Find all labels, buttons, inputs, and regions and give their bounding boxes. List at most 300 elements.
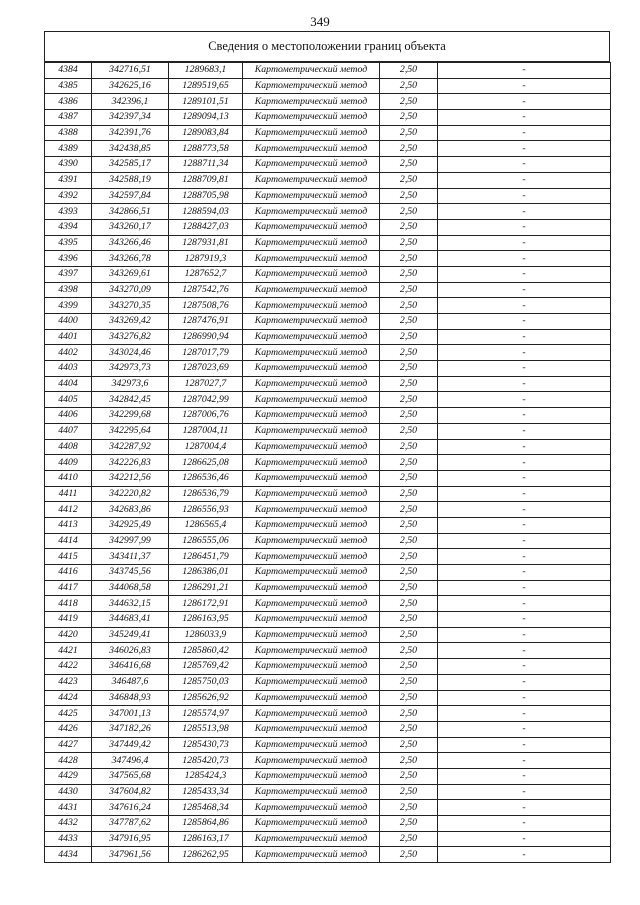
point-number-cell: 4430 — [45, 784, 92, 800]
accuracy-cell: 2,50 — [380, 800, 438, 816]
table-row — [45, 800, 611, 816]
method-cell: Картометрический метод — [243, 204, 380, 220]
x-coordinate-cell: 342391,76 — [92, 125, 169, 141]
accuracy-cell: 2,50 — [380, 784, 438, 800]
accuracy-cell: 2,50 — [380, 376, 438, 392]
y-coordinate-cell: 1288773,58 — [169, 141, 243, 157]
y-coordinate-cell: 1285513,98 — [169, 721, 243, 737]
method-cell: Картометрический метод — [243, 486, 380, 502]
accuracy-cell: 2,50 — [380, 517, 438, 533]
method-cell: Картометрический метод — [243, 674, 380, 690]
description-cell: - — [438, 831, 611, 847]
table-row — [45, 282, 611, 298]
table-row — [45, 157, 611, 173]
accuracy-cell: 2,50 — [380, 110, 438, 126]
table-row — [45, 455, 611, 471]
accuracy-cell: 2,50 — [380, 314, 438, 330]
method-cell: Картометрический метод — [243, 392, 380, 408]
point-number-cell: 4392 — [45, 188, 92, 204]
x-coordinate-cell: 342295,64 — [92, 423, 169, 439]
table-row — [45, 266, 611, 282]
x-coordinate-cell: 347961,56 — [92, 847, 169, 863]
x-coordinate-cell: 347496,4 — [92, 753, 169, 769]
point-number-cell: 4425 — [45, 706, 92, 722]
method-cell: Картометрический метод — [243, 63, 380, 79]
y-coordinate-cell: 1287042,99 — [169, 392, 243, 408]
accuracy-cell: 2,50 — [380, 549, 438, 565]
y-coordinate-cell: 1288709,81 — [169, 172, 243, 188]
y-coordinate-cell: 1286262,95 — [169, 847, 243, 863]
y-coordinate-cell: 1286386,01 — [169, 565, 243, 581]
table-row — [45, 392, 611, 408]
table-row — [45, 188, 611, 204]
x-coordinate-cell: 342438,85 — [92, 141, 169, 157]
point-number-cell: 4417 — [45, 580, 92, 596]
x-coordinate-cell: 343270,35 — [92, 298, 169, 314]
description-cell: - — [438, 659, 611, 675]
accuracy-cell: 2,50 — [380, 78, 438, 94]
description-cell: - — [438, 816, 611, 832]
point-number-cell: 4405 — [45, 392, 92, 408]
point-number-cell: 4384 — [45, 63, 92, 79]
y-coordinate-cell: 1289083,84 — [169, 125, 243, 141]
y-coordinate-cell: 1285433,34 — [169, 784, 243, 800]
y-coordinate-cell: 1285424,3 — [169, 768, 243, 784]
description-cell: - — [438, 251, 611, 267]
y-coordinate-cell: 1287919,3 — [169, 251, 243, 267]
y-coordinate-cell: 1286451,79 — [169, 549, 243, 565]
accuracy-cell: 2,50 — [380, 188, 438, 204]
y-coordinate-cell: 1285864,86 — [169, 816, 243, 832]
y-coordinate-cell: 1289094,13 — [169, 110, 243, 126]
x-coordinate-cell: 343024,46 — [92, 345, 169, 361]
x-coordinate-cell: 347616,24 — [92, 800, 169, 816]
method-cell: Картометрический метод — [243, 831, 380, 847]
point-number-cell: 4390 — [45, 157, 92, 173]
method-cell: Картометрический метод — [243, 612, 380, 628]
method-cell: Картометрический метод — [243, 141, 380, 157]
accuracy-cell: 2,50 — [380, 392, 438, 408]
description-cell: - — [438, 266, 611, 282]
table-row — [45, 690, 611, 706]
table-row — [45, 596, 611, 612]
point-number-cell: 4398 — [45, 282, 92, 298]
accuracy-cell: 2,50 — [380, 235, 438, 251]
x-coordinate-cell: 342973,6 — [92, 376, 169, 392]
method-cell: Картометрический метод — [243, 816, 380, 832]
method-cell: Картометрический метод — [243, 470, 380, 486]
method-cell: Картометрический метод — [243, 455, 380, 471]
table-row — [45, 423, 611, 439]
point-number-cell: 4414 — [45, 533, 92, 549]
y-coordinate-cell: 1287476,91 — [169, 314, 243, 330]
x-coordinate-cell: 343745,56 — [92, 565, 169, 581]
point-number-cell: 4385 — [45, 78, 92, 94]
accuracy-cell: 2,50 — [380, 63, 438, 79]
method-cell: Картометрический метод — [243, 251, 380, 267]
y-coordinate-cell: 1287652,7 — [169, 266, 243, 282]
description-cell: - — [438, 706, 611, 722]
x-coordinate-cell: 343269,42 — [92, 314, 169, 330]
description-cell: - — [438, 470, 611, 486]
y-coordinate-cell: 1287023,69 — [169, 361, 243, 377]
description-cell: - — [438, 204, 611, 220]
accuracy-cell: 2,50 — [380, 455, 438, 471]
point-number-cell: 4428 — [45, 753, 92, 769]
table-row — [45, 408, 611, 424]
method-cell: Картометрический метод — [243, 78, 380, 94]
accuracy-cell: 2,50 — [380, 298, 438, 314]
x-coordinate-cell: 342716,51 — [92, 63, 169, 79]
accuracy-cell: 2,50 — [380, 565, 438, 581]
y-coordinate-cell: 1286172,91 — [169, 596, 243, 612]
x-coordinate-cell: 346416,68 — [92, 659, 169, 675]
description-cell: - — [438, 643, 611, 659]
accuracy-cell: 2,50 — [380, 706, 438, 722]
point-number-cell: 4420 — [45, 627, 92, 643]
method-cell: Картометрический метод — [243, 439, 380, 455]
table-row — [45, 768, 611, 784]
method-cell: Картометрический метод — [243, 549, 380, 565]
x-coordinate-cell: 343266,46 — [92, 235, 169, 251]
x-coordinate-cell: 342397,34 — [92, 110, 169, 126]
point-number-cell: 4418 — [45, 596, 92, 612]
accuracy-cell: 2,50 — [380, 816, 438, 832]
x-coordinate-cell: 347916,95 — [92, 831, 169, 847]
accuracy-cell: 2,50 — [380, 580, 438, 596]
x-coordinate-cell: 343411,37 — [92, 549, 169, 565]
description-cell: - — [438, 627, 611, 643]
accuracy-cell: 2,50 — [380, 690, 438, 706]
y-coordinate-cell: 1287931,81 — [169, 235, 243, 251]
x-coordinate-cell: 342299,68 — [92, 408, 169, 424]
y-coordinate-cell: 1288711,34 — [169, 157, 243, 173]
method-cell: Картометрический метод — [243, 580, 380, 596]
point-number-cell: 4389 — [45, 141, 92, 157]
y-coordinate-cell: 1289519,65 — [169, 78, 243, 94]
accuracy-cell: 2,50 — [380, 502, 438, 518]
x-coordinate-cell: 347604,82 — [92, 784, 169, 800]
y-coordinate-cell: 1288705,98 — [169, 188, 243, 204]
y-coordinate-cell: 1287508,76 — [169, 298, 243, 314]
y-coordinate-cell: 1285750,03 — [169, 674, 243, 690]
method-cell: Картометрический метод — [243, 345, 380, 361]
table-row — [45, 329, 611, 345]
table-row — [45, 345, 611, 361]
table-row — [45, 235, 611, 251]
x-coordinate-cell: 345249,41 — [92, 627, 169, 643]
method-cell: Картометрический метод — [243, 533, 380, 549]
point-number-cell: 4396 — [45, 251, 92, 267]
method-cell: Картометрический метод — [243, 219, 380, 235]
description-cell: - — [438, 596, 611, 612]
description-cell: - — [438, 784, 611, 800]
method-cell: Картометрический метод — [243, 721, 380, 737]
description-cell: - — [438, 329, 611, 345]
x-coordinate-cell: 342683,86 — [92, 502, 169, 518]
accuracy-cell: 2,50 — [380, 721, 438, 737]
description-cell: - — [438, 721, 611, 737]
y-coordinate-cell: 1286565,4 — [169, 517, 243, 533]
accuracy-cell: 2,50 — [380, 486, 438, 502]
description-cell: - — [438, 847, 611, 863]
method-cell: Картометрический метод — [243, 376, 380, 392]
y-coordinate-cell: 1287004,11 — [169, 423, 243, 439]
y-coordinate-cell: 1286163,95 — [169, 612, 243, 628]
x-coordinate-cell: 347449,42 — [92, 737, 169, 753]
point-number-cell: 4391 — [45, 172, 92, 188]
accuracy-cell: 2,50 — [380, 204, 438, 220]
method-cell: Картометрический метод — [243, 753, 380, 769]
x-coordinate-cell: 342220,82 — [92, 486, 169, 502]
table-row — [45, 737, 611, 753]
point-number-cell: 4407 — [45, 423, 92, 439]
description-cell: - — [438, 392, 611, 408]
y-coordinate-cell: 1286033,9 — [169, 627, 243, 643]
coordinates-table-body — [45, 63, 611, 863]
accuracy-cell: 2,50 — [380, 94, 438, 110]
y-coordinate-cell: 1286291,21 — [169, 580, 243, 596]
x-coordinate-cell: 342866,51 — [92, 204, 169, 220]
description-cell: - — [438, 455, 611, 471]
table-row — [45, 502, 611, 518]
point-number-cell: 4395 — [45, 235, 92, 251]
y-coordinate-cell: 1286555,06 — [169, 533, 243, 549]
point-number-cell: 4403 — [45, 361, 92, 377]
accuracy-cell: 2,50 — [380, 423, 438, 439]
point-number-cell: 4400 — [45, 314, 92, 330]
table-row — [45, 721, 611, 737]
point-number-cell: 4429 — [45, 768, 92, 784]
point-number-cell: 4433 — [45, 831, 92, 847]
point-number-cell: 4404 — [45, 376, 92, 392]
point-number-cell: 4394 — [45, 219, 92, 235]
method-cell: Картометрический метод — [243, 266, 380, 282]
table-row — [45, 361, 611, 377]
method-cell: Картометрический метод — [243, 125, 380, 141]
table-row — [45, 439, 611, 455]
boundary-sheet — [44, 31, 610, 863]
point-number-cell: 4399 — [45, 298, 92, 314]
x-coordinate-cell: 342973,73 — [92, 361, 169, 377]
description-cell: - — [438, 737, 611, 753]
point-number-cell: 4416 — [45, 565, 92, 581]
point-number-cell: 4427 — [45, 737, 92, 753]
y-coordinate-cell: 1286625,08 — [169, 455, 243, 471]
x-coordinate-cell: 344068,58 — [92, 580, 169, 596]
y-coordinate-cell: 1285420,73 — [169, 753, 243, 769]
accuracy-cell: 2,50 — [380, 753, 438, 769]
accuracy-cell: 2,50 — [380, 737, 438, 753]
description-cell: - — [438, 502, 611, 518]
point-number-cell: 4393 — [45, 204, 92, 220]
table-row — [45, 172, 611, 188]
method-cell: Картометрический метод — [243, 847, 380, 863]
table-row — [45, 517, 611, 533]
table-row — [45, 580, 611, 596]
x-coordinate-cell: 344683,41 — [92, 612, 169, 628]
method-cell: Картометрический метод — [243, 235, 380, 251]
x-coordinate-cell: 342997,99 — [92, 533, 169, 549]
accuracy-cell: 2,50 — [380, 125, 438, 141]
method-cell: Картометрический метод — [243, 188, 380, 204]
method-cell: Картометрический метод — [243, 110, 380, 126]
method-cell: Картометрический метод — [243, 314, 380, 330]
method-cell: Картометрический метод — [243, 298, 380, 314]
description-cell: - — [438, 423, 611, 439]
table-row — [45, 847, 611, 863]
point-number-cell: 4410 — [45, 470, 92, 486]
point-number-cell: 4432 — [45, 816, 92, 832]
x-coordinate-cell: 343270,09 — [92, 282, 169, 298]
x-coordinate-cell: 343276,82 — [92, 329, 169, 345]
point-number-cell: 4419 — [45, 612, 92, 628]
point-number-cell: 4408 — [45, 439, 92, 455]
y-coordinate-cell: 1289101,51 — [169, 94, 243, 110]
y-coordinate-cell: 1285574,97 — [169, 706, 243, 722]
point-number-cell: 4426 — [45, 721, 92, 737]
point-number-cell: 4386 — [45, 94, 92, 110]
method-cell: Картометрический метод — [243, 329, 380, 345]
description-cell: - — [438, 282, 611, 298]
table-row — [45, 314, 611, 330]
y-coordinate-cell: 1285769,42 — [169, 659, 243, 675]
table-row — [45, 533, 611, 549]
description-cell: - — [438, 580, 611, 596]
method-cell: Картометрический метод — [243, 690, 380, 706]
description-cell: - — [438, 345, 611, 361]
accuracy-cell: 2,50 — [380, 266, 438, 282]
point-number-cell: 4411 — [45, 486, 92, 502]
accuracy-cell: 2,50 — [380, 831, 438, 847]
accuracy-cell: 2,50 — [380, 847, 438, 863]
table-row — [45, 816, 611, 832]
description-cell: - — [438, 63, 611, 79]
accuracy-cell: 2,50 — [380, 219, 438, 235]
accuracy-cell: 2,50 — [380, 172, 438, 188]
x-coordinate-cell: 347001,13 — [92, 706, 169, 722]
y-coordinate-cell: 1286163,17 — [169, 831, 243, 847]
y-coordinate-cell: 1285468,34 — [169, 800, 243, 816]
y-coordinate-cell: 1287017,79 — [169, 345, 243, 361]
y-coordinate-cell: 1286536,79 — [169, 486, 243, 502]
description-cell: - — [438, 486, 611, 502]
x-coordinate-cell: 347787,62 — [92, 816, 169, 832]
y-coordinate-cell: 1285626,92 — [169, 690, 243, 706]
method-cell: Картометрический метод — [243, 282, 380, 298]
point-number-cell: 4402 — [45, 345, 92, 361]
table-row — [45, 549, 611, 565]
accuracy-cell: 2,50 — [380, 439, 438, 455]
accuracy-cell: 2,50 — [380, 768, 438, 784]
table-row — [45, 784, 611, 800]
method-cell: Картометрический метод — [243, 423, 380, 439]
x-coordinate-cell: 342585,17 — [92, 157, 169, 173]
description-cell: - — [438, 219, 611, 235]
x-coordinate-cell: 342287,92 — [92, 439, 169, 455]
table-row — [45, 627, 611, 643]
table-row — [45, 831, 611, 847]
point-number-cell: 4421 — [45, 643, 92, 659]
description-cell: - — [438, 141, 611, 157]
table-title: Сведения о местоположении границ объекта — [44, 31, 610, 62]
description-cell: - — [438, 439, 611, 455]
x-coordinate-cell: 342597,84 — [92, 188, 169, 204]
point-number-cell: 4401 — [45, 329, 92, 345]
table-row — [45, 376, 611, 392]
description-cell: - — [438, 172, 611, 188]
description-cell: - — [438, 753, 611, 769]
method-cell: Картометрический метод — [243, 517, 380, 533]
x-coordinate-cell: 342625,16 — [92, 78, 169, 94]
accuracy-cell: 2,50 — [380, 612, 438, 628]
description-cell: - — [438, 361, 611, 377]
method-cell: Картометрический метод — [243, 94, 380, 110]
description-cell: - — [438, 157, 611, 173]
accuracy-cell: 2,50 — [380, 659, 438, 675]
description-cell: - — [438, 517, 611, 533]
method-cell: Картометрический метод — [243, 502, 380, 518]
point-number-cell: 4397 — [45, 266, 92, 282]
table-row — [45, 251, 611, 267]
accuracy-cell: 2,50 — [380, 361, 438, 377]
point-number-cell: 4424 — [45, 690, 92, 706]
x-coordinate-cell: 343269,61 — [92, 266, 169, 282]
coordinates-table — [44, 62, 611, 863]
method-cell: Картометрический метод — [243, 643, 380, 659]
table-row — [45, 565, 611, 581]
table-row — [45, 110, 611, 126]
method-cell: Картометрический метод — [243, 565, 380, 581]
description-cell: - — [438, 188, 611, 204]
method-cell: Картометрический метод — [243, 361, 380, 377]
accuracy-cell: 2,50 — [380, 627, 438, 643]
description-cell: - — [438, 376, 611, 392]
x-coordinate-cell: 347182,26 — [92, 721, 169, 737]
point-number-cell: 4423 — [45, 674, 92, 690]
x-coordinate-cell: 342396,1 — [92, 94, 169, 110]
accuracy-cell: 2,50 — [380, 674, 438, 690]
description-cell: - — [438, 78, 611, 94]
y-coordinate-cell: 1285860,42 — [169, 643, 243, 659]
method-cell: Картометрический метод — [243, 408, 380, 424]
table-row — [45, 204, 611, 220]
table-row — [45, 659, 611, 675]
method-cell: Картометрический метод — [243, 737, 380, 753]
point-number-cell: 4387 — [45, 110, 92, 126]
y-coordinate-cell: 1289683,1 — [169, 63, 243, 79]
table-row — [45, 78, 611, 94]
y-coordinate-cell: 1287542,76 — [169, 282, 243, 298]
method-cell: Картометрический метод — [243, 172, 380, 188]
accuracy-cell: 2,50 — [380, 470, 438, 486]
table-row — [45, 141, 611, 157]
table-row — [45, 643, 611, 659]
description-cell: - — [438, 768, 611, 784]
x-coordinate-cell: 343260,17 — [92, 219, 169, 235]
accuracy-cell: 2,50 — [380, 345, 438, 361]
point-number-cell: 4406 — [45, 408, 92, 424]
method-cell: Картометрический метод — [243, 784, 380, 800]
x-coordinate-cell: 342925,49 — [92, 517, 169, 533]
point-number-cell: 4409 — [45, 455, 92, 471]
description-cell: - — [438, 125, 611, 141]
accuracy-cell: 2,50 — [380, 329, 438, 345]
table-row — [45, 753, 611, 769]
y-coordinate-cell: 1286536,46 — [169, 470, 243, 486]
description-cell: - — [438, 690, 611, 706]
table-row — [45, 94, 611, 110]
